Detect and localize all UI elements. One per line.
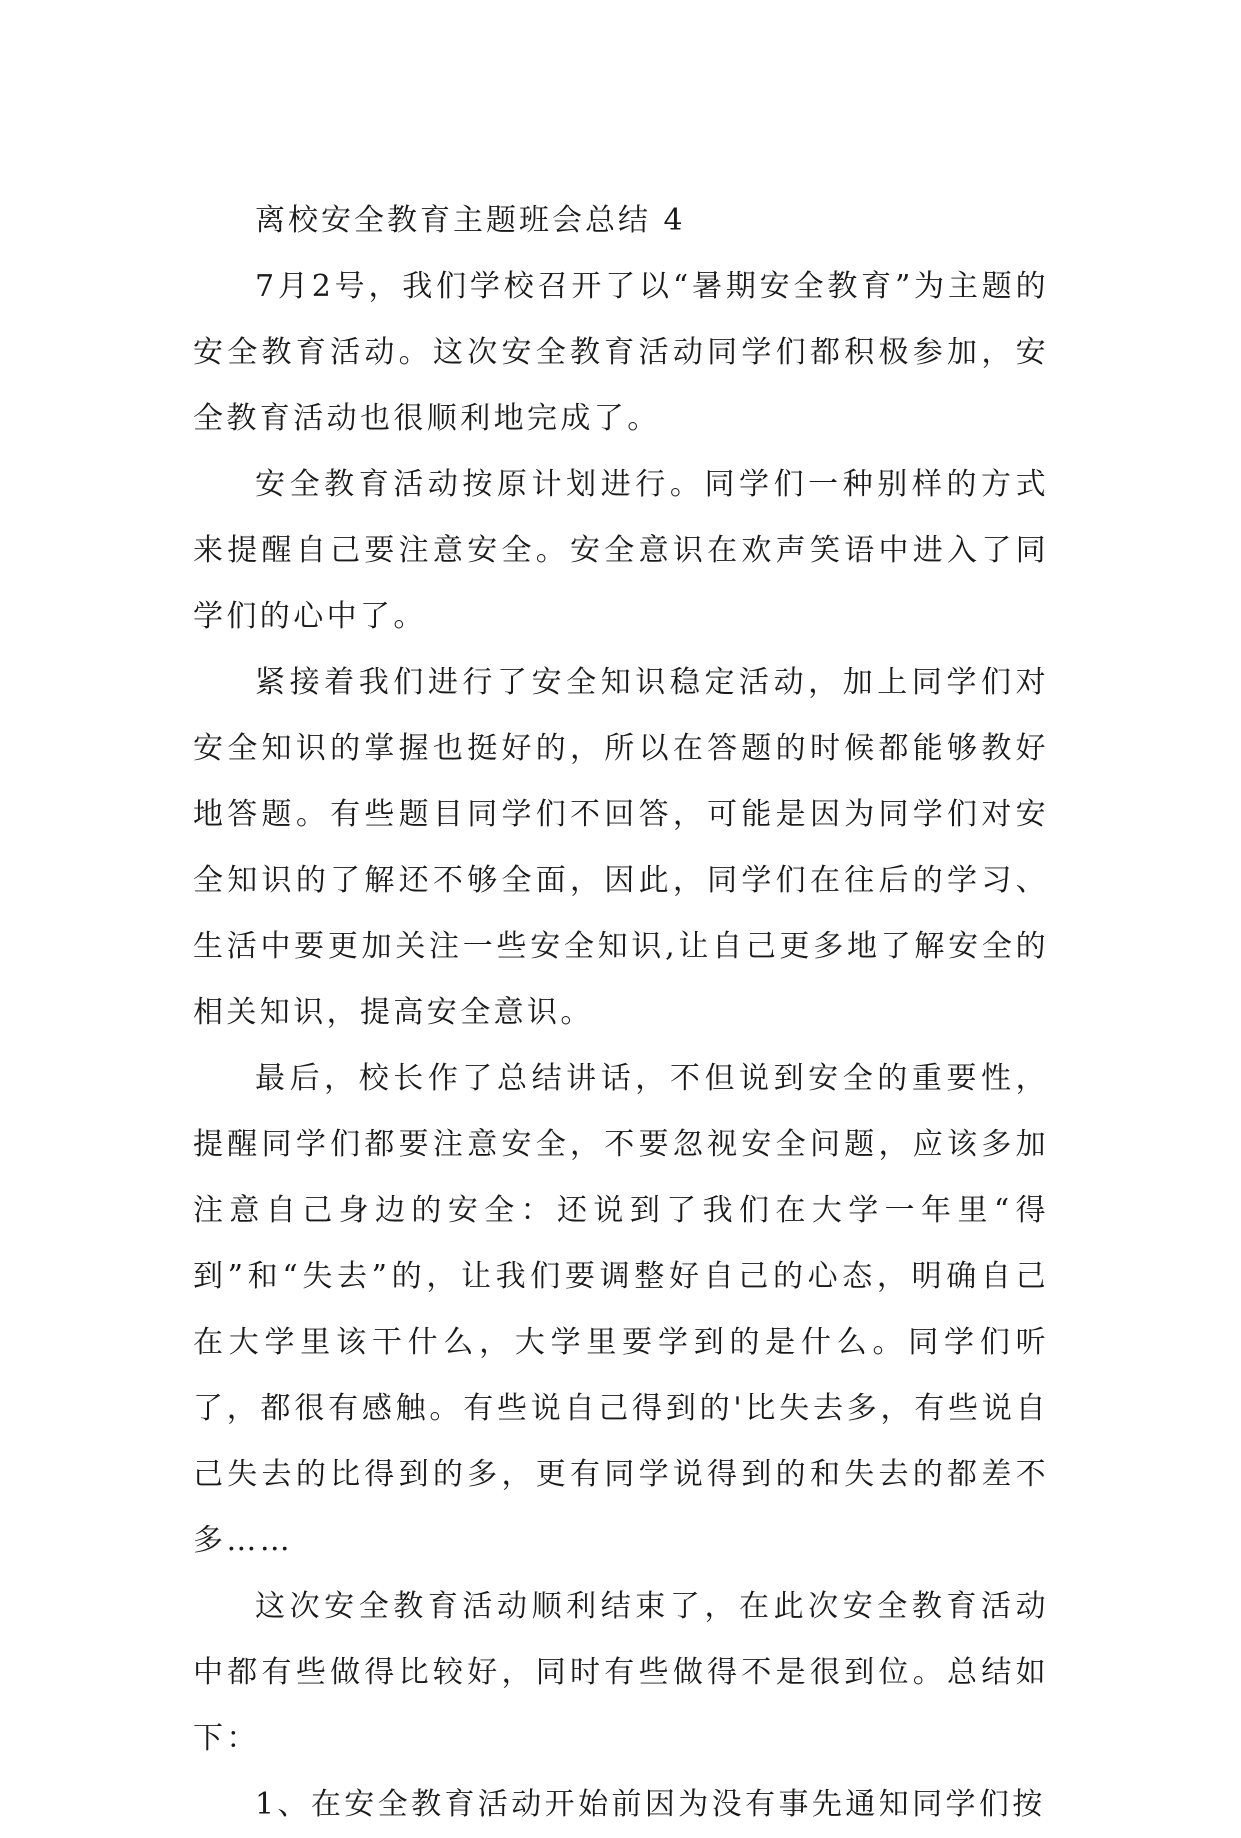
paragraph-2: 安全教育活动按原计划进行。同学们一种别样的方式来提醒自己要注意安全。安全意识在欢声笑语中进入了同学们的心中了。 bbox=[193, 467, 1049, 634]
paragraph-6: 1、在安全教育活动开始前因为没有事先通知同学们按 bbox=[255, 1787, 1046, 1822]
paragraph-3: 紧接着我们进行了安全知识稳定活动，加上同学们对安全知识的掌握也挺好的，所以在答题的时候都能够教好地答题。有些题目同学们不回答，可能是因为同学们对安全知识的了解还不够全面，因此，同学们在往后的学习、生活中要更加关注一些安全知识,让自己更多地了解安全的相关知识，提高安全意识。 bbox=[193, 665, 1049, 1030]
paragraph-1: 7月2号，我们学校召开了以“暑期安全教育”为主题的安全教育活动。这次安全教育活动同学们都积极参加，安全教育活动也很顺利地完成了。 bbox=[193, 269, 1049, 436]
document-title: 离校安全教育主题班会总结 4 bbox=[255, 203, 686, 238]
paragraph-5: 这次安全教育活动顺利结束了，在此次安全教育活动中都有些做得比较好，同时有些做得不是很到位。总结如下： bbox=[193, 1589, 1049, 1756]
paragraph-4: 最后，校长作了总结讲话，不但说到安全的重要性，提醒同学们都要注意安全，不要忽视安全问题，应该多加注意自己身边的安全：还说到了我们在大学一年里“得到”和“失去”的，让我们要调整好自己的心态，明确自己在大学里该干什么，大学里要学到的是什么。同学们听了，都很有感触。有些说自己得到的'比失去多，有些说自己失去的比得到的多，更有同学说得到的和失去的都差不多…… bbox=[193, 1061, 1049, 1558]
document-body bbox=[193, 188, 1049, 1838]
